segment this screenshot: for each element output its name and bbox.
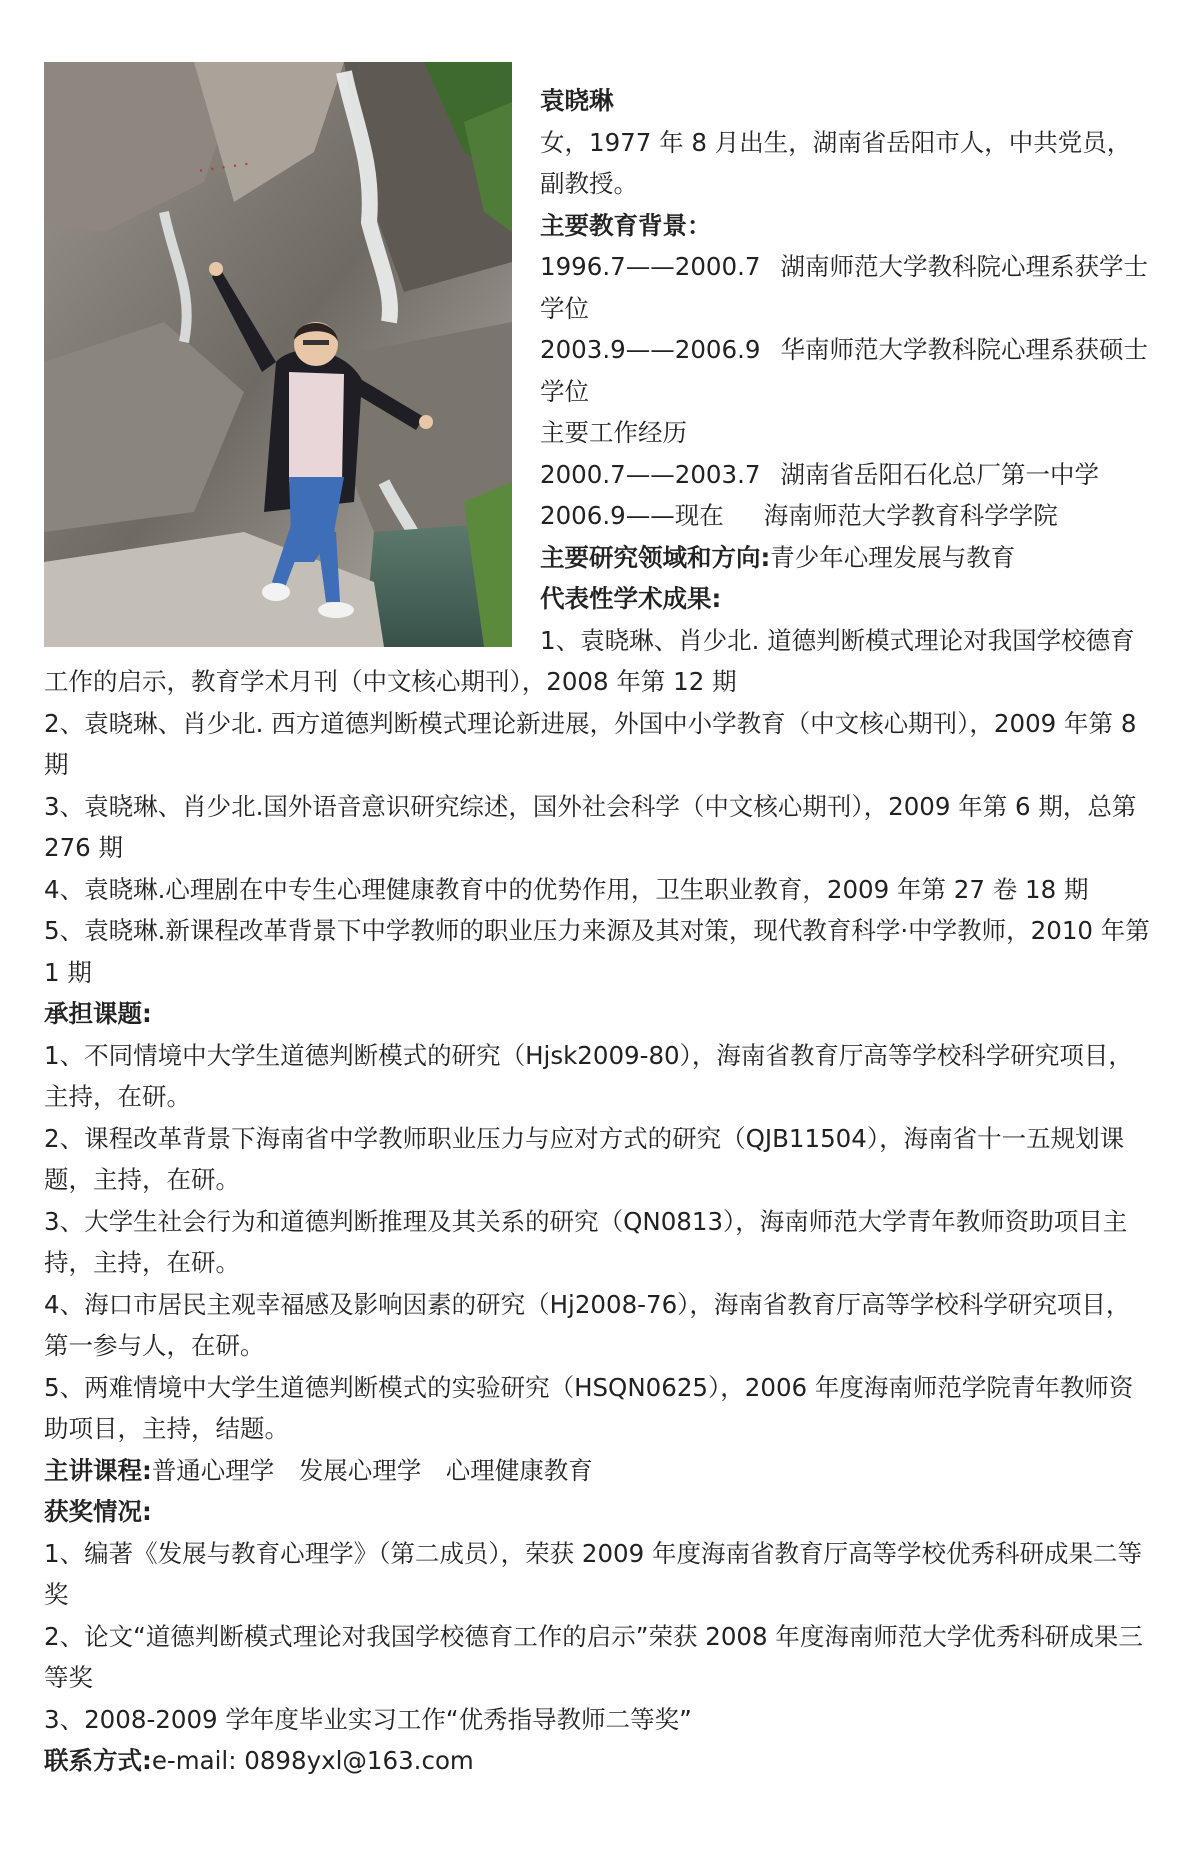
- courses-label: 主讲课程:: [44, 1455, 152, 1485]
- project-item: 1、不同情境中大学生道德判断模式的研究（Hjsk2009-80），海南省教育厅高等学校科学研究项目，主持，在研。: [44, 1040, 1133, 1111]
- contact-label: 联系方式:: [44, 1746, 152, 1775]
- education-period: 2003.9——2006.9: [540, 335, 761, 364]
- project-item: 4、海口市居民主观幸福感及影响因素的研究（Hj2008-76），海南省教育厅高等学校科学研究项目，第一参与人，在研。: [44, 1289, 1131, 1360]
- awards-heading: 获奖情况:: [44, 1497, 152, 1526]
- education-period: 1996.7——2000.7: [540, 252, 761, 281]
- projects-heading: 承担课题:: [44, 999, 152, 1028]
- education-detail: 华南师范大学教科院心理系获硕士学位: [540, 335, 1148, 406]
- work-period: 2006.9——现在: [540, 501, 724, 530]
- work-heading: 主要工作经历: [540, 418, 687, 447]
- publications-heading: 代表性学术成果:: [540, 584, 722, 613]
- award-item: 1、编著《发展与教育心理学》（第二成员），荣获 2009 年度海南省教育厅高等学校优秀科研成果二等奖: [44, 1538, 1143, 1609]
- profile-photo: [44, 62, 512, 647]
- work-period: 2000.7——2003.7: [540, 459, 761, 489]
- work-detail: 湖南省岳阳石化总厂第一中学: [780, 459, 1099, 489]
- education-heading: 主要教育背景：: [540, 210, 712, 240]
- svg-text:· · · · ·: · · · · ·: [196, 153, 251, 182]
- research-label: 主要研究领域和方向:: [540, 542, 771, 572]
- contact-email: e-mail: 0898yxl@163.com: [151, 1746, 474, 1775]
- project-item: 3、大学生社会行为和道德判断推理及其关系的研究（QN0813），海南师范大学青年教师资助项目主持，主持，在研。: [44, 1206, 1128, 1277]
- personal-intro: 女，1977 年 8 月出生，湖南省岳阳市人，中共党员，副教授。: [540, 127, 1132, 198]
- courses-line: [44, 1450, 1152, 1492]
- publication-item: 3、袁晓琳、肖少北.国外语音意识研究综述，国外社会科学（中文核心期刊），2009 年第 6 期，总第 276 期: [44, 791, 1137, 862]
- publication-item: 4、袁晓琳.心理剧在中专生心理健康教育中的优势作用，卫生职业教育，2009 年第 27 卷 18 期: [44, 874, 1089, 904]
- profile-page: [44, 62, 1152, 1782]
- courses-value: 普通心理学 发展心理学 心理健康教育: [151, 1455, 593, 1485]
- education-detail: 湖南师范大学教科院心理系获学士学位: [540, 252, 1148, 323]
- publication-item: 2、袁晓琳、肖少北. 西方道德判断模式理论新进展，外国中小学教育（中文核心期刊），2009 年第 8 期: [44, 708, 1137, 779]
- award-item: 2、论文“道德判断模式理论对我国学校德育工作的启示”荣获 2008 年度海南师范大学优秀科研成果三等奖: [44, 1621, 1143, 1692]
- waterfall-photo-image: [44, 62, 512, 647]
- publication-item: 1、袁晓琳、肖少北. 道德判断模式理论对我国学校德育工作的启示，教育学术月刊（中文核心期刊），2008 年第 12 期: [44, 625, 1135, 696]
- project-item: 2、课程改革背景下海南省中学教师职业压力与应对方式的研究（QJB11504），海南省十一五规划课题，主持，在研。: [44, 1123, 1125, 1194]
- person-name: 袁晓琳: [540, 86, 614, 115]
- award-item: 3、2008-2009 学年度毕业实习工作“优秀指导教师二等奖”: [44, 1704, 692, 1734]
- work-detail: 海南师范大学教育科学学院: [763, 501, 1058, 530]
- contact-line: [44, 1740, 1152, 1782]
- research-value: 青少年心理发展与教育: [770, 542, 1016, 572]
- project-item: 5、两难情境中大学生道德判断模式的实验研究（HSQN0625），2006 年度海南师范学院青年教师资助项目，主持，结题。: [44, 1372, 1134, 1443]
- publication-item: 5、袁晓琳.新课程改革背景下中学教师的职业压力来源及其对策，现代教育科学·中学教师，2010 年第 1 期: [44, 916, 1150, 987]
